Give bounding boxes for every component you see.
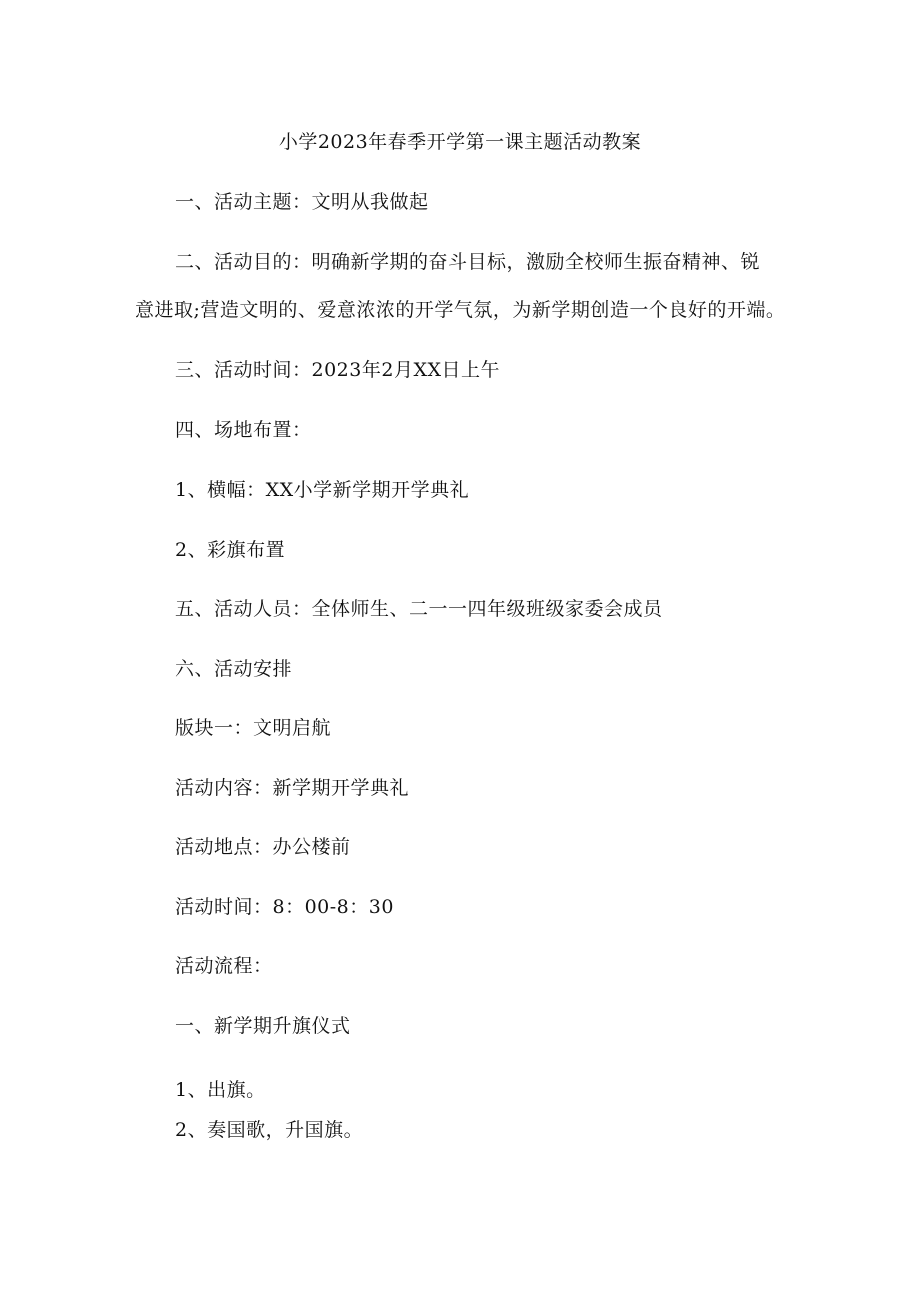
paragraph-activity-purpose-continued: 意进取;营造文明的、爱意浓浓的开学气氛，为新学期创造一个良好的开端。	[135, 299, 786, 321]
paragraph-activity-purpose: 二、活动目的：明确新学期的奋斗目标，激励全校师生振奋精神、锐	[175, 251, 761, 273]
list-item-flags: 2、彩旗布置	[175, 539, 286, 561]
paragraph-venue-setup: 四、场地布置：	[175, 419, 312, 441]
document-title: 小学2023年春季开学第一课主题活动教案	[278, 131, 642, 153]
paragraph-flag-ceremony: 一、新学期升旗仪式	[175, 1015, 351, 1037]
paragraph-arrangement: 六、活动安排	[175, 658, 293, 680]
paragraph-activity-time: 三、活动时间：2023年2月XX日上午	[175, 359, 500, 381]
paragraph-activity-theme: 一、活动主题：文明从我做起	[175, 191, 429, 213]
paragraph-activity-schedule: 活动时间：8：00-8：30	[175, 896, 394, 918]
paragraph-section-one: 版块一：文明启航	[175, 717, 332, 739]
paragraph-activity-content: 活动内容：新学期开学典礼	[175, 777, 410, 799]
paragraph-activity-flow: 活动流程：	[175, 955, 273, 977]
list-item-flag-out: 1、出旗。	[175, 1079, 266, 1101]
list-item-banner: 1、横幅：XX小学新学期开学典礼	[175, 479, 470, 501]
paragraph-participants: 五、活动人员：全体师生、二一一四年级班级家委会成员	[175, 598, 663, 620]
list-item-anthem: 2、奏国歌，升国旗。	[175, 1119, 364, 1141]
paragraph-activity-location: 活动地点：办公楼前	[175, 836, 351, 858]
